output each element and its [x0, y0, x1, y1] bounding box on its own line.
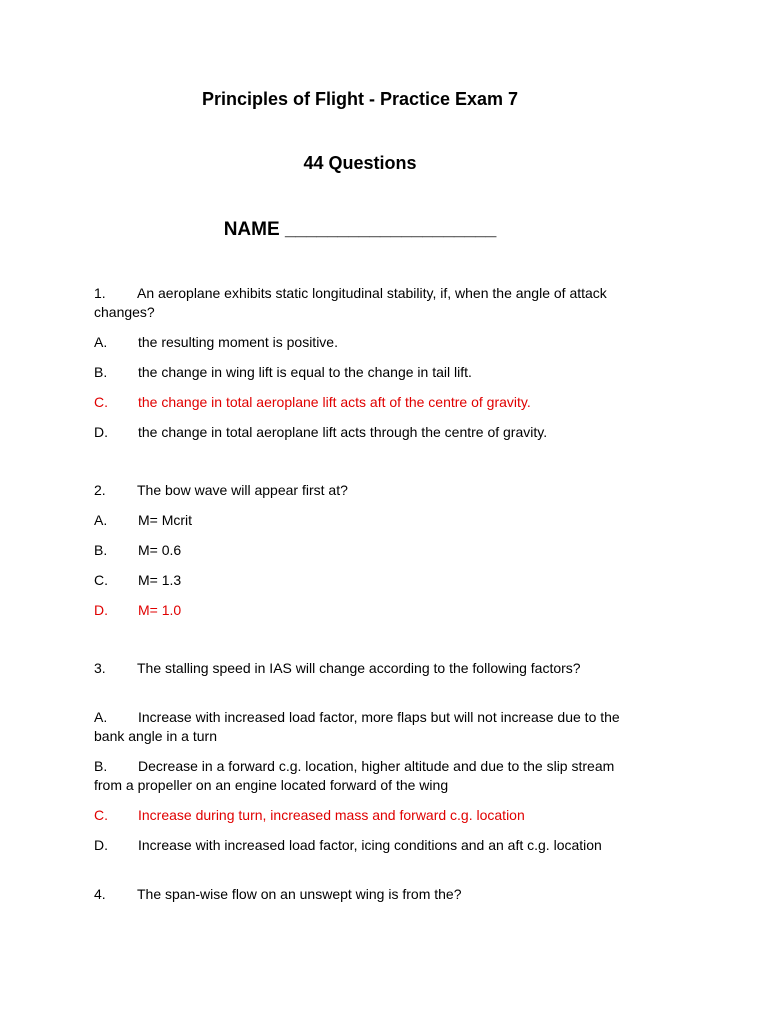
option-letter: D. [94, 424, 108, 440]
question-number: 2. [94, 482, 106, 498]
option-letter: A. [94, 512, 108, 528]
option-text: Increase with increased load factor, more flaps but will not increase due to the bank angle in a turn [94, 709, 620, 744]
option-2c [94, 571, 634, 590]
option-2d-correct [94, 601, 634, 620]
question-1 [94, 284, 634, 322]
option-text: Increase during turn, increased mass and forward c.g. location [138, 807, 525, 823]
option-text: M= 1.3 [138, 572, 182, 588]
option-letter: B. [94, 758, 108, 774]
question-number: 4. [94, 886, 106, 902]
option-2a [94, 511, 634, 530]
option-text: the resulting moment is positive. [138, 334, 338, 350]
name-label: NAME [223, 219, 280, 240]
option-text: the change in wing lift is equal to the change in tail lift. [138, 364, 472, 380]
option-letter: C. [94, 572, 108, 588]
question-number: 1. [94, 285, 106, 301]
option-3b [94, 757, 634, 795]
question-text: The span-wise flow on an unswept wing is from the? [137, 886, 462, 902]
option-text: Decrease in a forward c.g. location, higher altitude and due to the slip stream from a propeller on an engine located forward of the wing [94, 758, 615, 793]
option-letter: A. [94, 334, 108, 350]
option-letter: A. [94, 709, 108, 725]
question-stem [94, 481, 634, 500]
name-blank: ____________________ [284, 219, 497, 240]
option-letter: B. [94, 542, 108, 558]
question-text: The stalling speed in IAS will change according to the following factors? [137, 660, 581, 676]
option-letter: D. [94, 602, 108, 618]
question-number: 3. [94, 660, 106, 676]
option-text: M= 0.6 [138, 542, 182, 558]
option-1b [94, 363, 634, 382]
option-letter: D. [94, 837, 108, 853]
question-text: An aeroplane exhibits static longitudinal stability, if, when the angle of attack changes? [94, 285, 607, 320]
option-text: M= Mcrit [138, 512, 193, 528]
option-1d [94, 423, 634, 442]
question-4 [94, 885, 634, 904]
option-1a [94, 333, 634, 352]
question-3 [94, 659, 634, 678]
question-count: 44 Questions [303, 153, 417, 173]
option-3a [94, 708, 634, 746]
option-3c-correct [94, 806, 634, 825]
option-2b [94, 541, 634, 560]
option-letter: B. [94, 364, 108, 380]
option-text: the change in total aeroplane lift acts through the centre of gravity. [138, 424, 548, 440]
option-letter: C. [94, 394, 108, 410]
option-1c-correct [94, 393, 634, 412]
page-title: Principles of Flight - Practice Exam 7 [201, 89, 519, 109]
option-letter: C. [94, 807, 108, 823]
question-stem [94, 659, 634, 678]
option-text: Increase with increased load factor, icing conditions and an aft c.g. location [138, 837, 602, 853]
question-stem [94, 885, 634, 904]
option-3d [94, 836, 634, 855]
option-text: M= 1.0 [138, 602, 182, 618]
question-2 [94, 481, 634, 500]
name-field-line [0, 219, 720, 241]
question-text: The bow wave will appear first at? [137, 482, 348, 498]
option-text: the change in total aeroplane lift acts aft of the centre of gravity. [138, 394, 531, 410]
question-stem [94, 284, 634, 322]
